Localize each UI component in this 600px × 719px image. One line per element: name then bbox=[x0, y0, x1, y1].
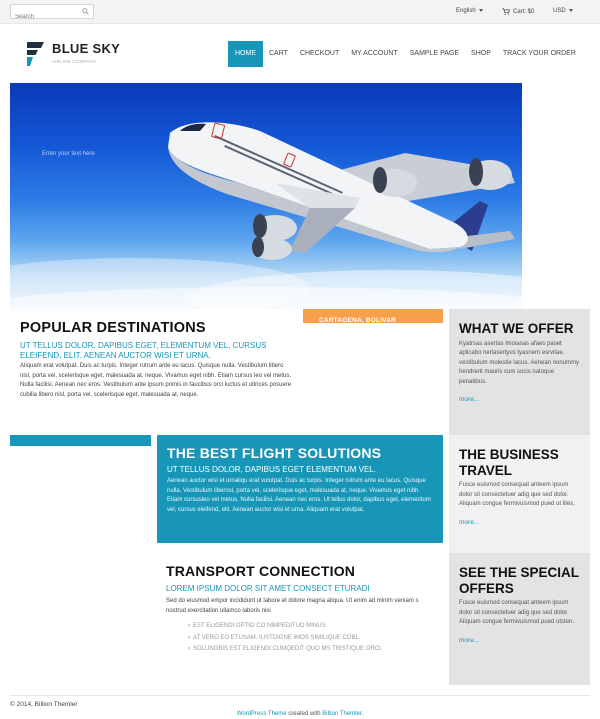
transport-body: Sed do eiusmod empor incididunt ut labore et dolore magna aliqua. Ut enim ad minim veniam s nostrud exercitation ullamco laboris nisi bbox=[166, 598, 419, 614]
popular-body: Aliquam erat volutpat. Duis ac turpis. Integer rutrum ante eu lacus. Quisque nulla. Vestibulum libero nisl, porta vel, scelerisque eget, malesuada at, neque. Vivamus eget nibh. Etiam cursus leo vel metus. Nulla facilisi. Aenean nec eros. Vestibulum ante ipsum primis in faucibus orci luctus et ultrices posuere cubilia libero nisl, porta vel, scelerisque eget, malesuada at, neque. bbox=[20, 363, 292, 398]
site-header bbox=[0, 25, 600, 83]
brand-name[interactable]: BLUE SKY bbox=[52, 41, 121, 56]
nav-shop[interactable]: SHOP bbox=[471, 50, 491, 57]
transport-title: TRANSPORT CONNECTION bbox=[166, 563, 356, 579]
nav-my-account[interactable]: MY ACCOUNT bbox=[351, 50, 398, 57]
nav-track-your-order[interactable]: TRACK YOUR ORDER bbox=[502, 50, 576, 57]
destination-tab-label: CARTAGENA, BOLIVAR bbox=[319, 317, 397, 324]
special-title: SEE THE SPECIAL OFFERS bbox=[459, 565, 579, 596]
currency-selector[interactable] bbox=[553, 8, 573, 14]
business-travel-box bbox=[449, 435, 590, 553]
nav-home[interactable]: HOME bbox=[228, 41, 263, 67]
nav-cart[interactable]: CART bbox=[269, 50, 288, 57]
what-we-offer-box bbox=[449, 309, 590, 435]
list-item bbox=[188, 644, 382, 656]
cart-label: Cart: $0 bbox=[513, 9, 535, 16]
main-nav bbox=[228, 41, 582, 67]
chevron-down-icon bbox=[569, 9, 573, 12]
popular-title: POPULAR DESTINATIONS bbox=[20, 320, 206, 336]
brand-tagline: AIRLINE COMPANY bbox=[52, 59, 97, 64]
currency-label: USD bbox=[553, 8, 566, 14]
footer-copyright: © 2014, Billion Themler bbox=[10, 701, 78, 708]
billion-themler-link[interactable]: Billion Themler bbox=[322, 711, 362, 717]
accent-strip bbox=[10, 435, 151, 446]
special-offers-box bbox=[449, 553, 590, 685]
business-title: THE BUSINESS TRAVEL bbox=[459, 447, 559, 478]
nav-checkout[interactable]: CHECKOUT bbox=[299, 50, 340, 57]
flight-title: THE BEST FLIGHT SOLUTIONS bbox=[167, 445, 382, 461]
credit-text: created with bbox=[286, 711, 323, 717]
nav-sample-page[interactable]: SAMPLE PAGE bbox=[409, 50, 460, 57]
flight-solutions-box bbox=[157, 435, 443, 543]
chevron-right-icon: › bbox=[188, 646, 190, 652]
offer-more-link[interactable]: more... bbox=[459, 396, 480, 403]
special-body: Fusce euismod consequat anteem ipsum dolor sit consectetuer adig que sed dolor. Aliquam congue fermivuismod pued utsten. bbox=[459, 600, 575, 625]
business-more-link[interactable]: more... bbox=[459, 518, 480, 526]
chevron-right-icon: › bbox=[188, 634, 190, 641]
transport-list bbox=[188, 621, 382, 656]
footer-credit bbox=[0, 711, 600, 717]
cart-link[interactable] bbox=[502, 8, 534, 15]
list-item-text: EST ELIGENDI OPTIO CO NIMPEDITUO MINUS. bbox=[193, 623, 328, 629]
wordpress-theme-link[interactable]: WordPress Theme bbox=[236, 711, 287, 717]
search-icon[interactable] bbox=[82, 8, 89, 15]
destination-tab[interactable] bbox=[303, 309, 443, 323]
business-body: Fusce euismod consequat anteem ipsum dolor sit consectetuer adig que sed dolor. Aliquam congue fermivuismod pued ut lites. bbox=[459, 482, 576, 507]
offer-body: Kyatrsas asertas lmoiasas afaes paset aplicabo nerlasertyus tyasnem esrvitae. vestibulum molestie lacus. Aenean nonummy hendrerit mauris cum socis natoque penatibus. bbox=[459, 340, 580, 385]
cart-icon bbox=[502, 8, 510, 15]
offer-title: WHAT WE OFFER bbox=[459, 321, 574, 336]
chevron-right-icon: › bbox=[188, 623, 190, 629]
list-item bbox=[188, 633, 382, 645]
flight-body: Aenean auctor wisi et urnaliqu erat volutpat. Duis ac turpis. Integer rutrum ante eu lacus. Quisque nulla. Vestibulum liberosl, porta vel, scelerisque eget, malesuada at, neque. Vivamus eget nibh. Etiam cursusleo vel metus. Nulla facilisi. Aenean nec eros. Ut tellus dolor, dapibus eget, elementum vel, cursus eleifend, elit. Aenean auctor wisi et urna. Aliquam erat volutpat. bbox=[167, 478, 431, 513]
hero-caption: Enter your text here bbox=[42, 151, 95, 157]
search-input[interactable] bbox=[11, 11, 79, 24]
list-item-text: SOLUNOBIS EST ELIGENDI CUMQEDIT QUO MS TRISTIQUE ORCI. bbox=[193, 646, 383, 652]
language-selector[interactable] bbox=[456, 8, 483, 14]
search-box[interactable] bbox=[10, 4, 94, 19]
credit-end: . bbox=[361, 711, 364, 717]
transport-subtitle: LOREM IPSUM DOLOR SIT AMET CONSECT ETURADI bbox=[166, 584, 370, 593]
special-more-link[interactable]: more... bbox=[459, 636, 480, 644]
footer-divider bbox=[10, 695, 590, 696]
flight-subtitle: UT TELLUS DOLOR, DAPIBUS EGET ELEMENTUM VEL. bbox=[167, 465, 376, 474]
popular-subtitle: UT TELLUS DOLOR, DAPIBUS EGET, ELEMENTUM VEL, CURSUS ELEIFEND, ELIT. AENEAN AUCTOR WISI ET URNA. bbox=[20, 341, 267, 360]
logo-icon[interactable] bbox=[24, 41, 46, 67]
airplane-image bbox=[10, 83, 522, 309]
language-label: English bbox=[456, 8, 476, 14]
top-bar bbox=[0, 0, 600, 24]
list-item bbox=[188, 621, 382, 633]
chevron-down-icon bbox=[479, 9, 483, 12]
hero-slider[interactable] bbox=[10, 83, 522, 309]
list-item-text: AT VERO EO ETUSAM. IUSTDIGNE IMOS SIMILIQUE COBL. bbox=[193, 634, 361, 641]
